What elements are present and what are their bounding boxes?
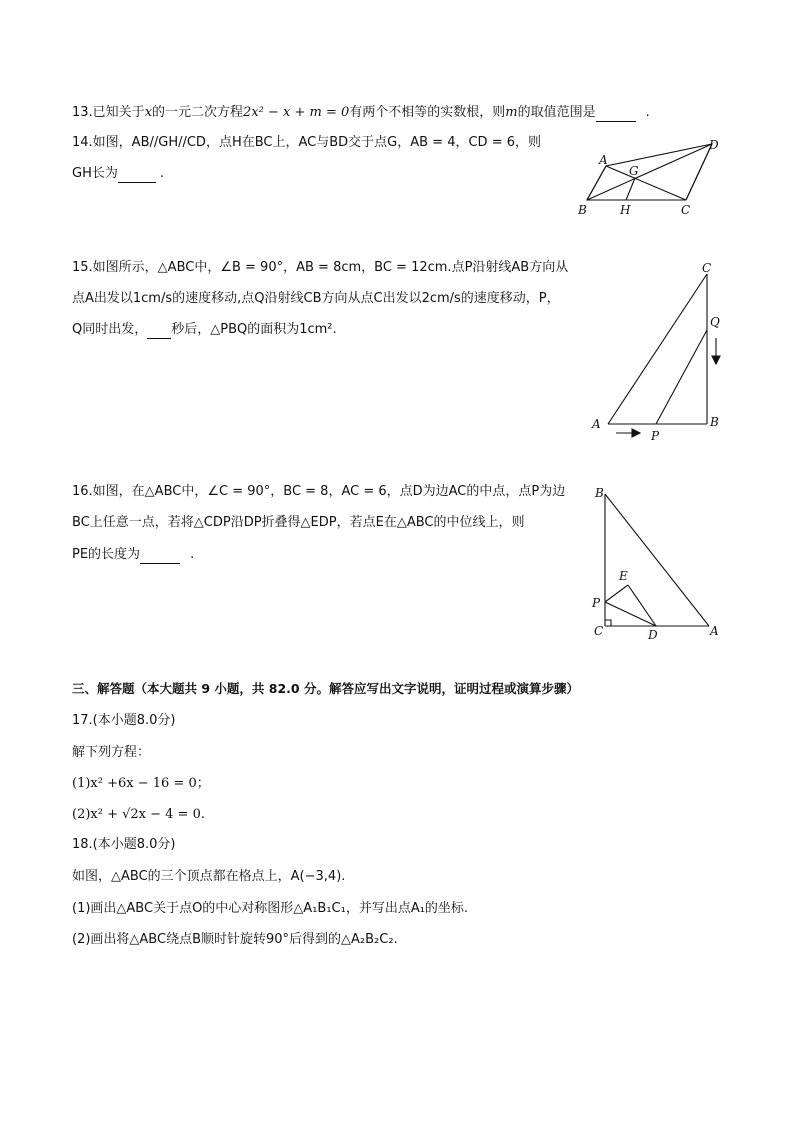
q14-line2 [72, 165, 164, 183]
q14-label-c: C [681, 203, 691, 217]
q15-label-c: C [702, 261, 712, 275]
q18-header: 18.(本小题8.0分) [72, 837, 176, 852]
q15-answer-blank[interactable] [147, 324, 171, 339]
q13-mid: 的一元二次方程 [152, 105, 244, 120]
q16-right-angle-mark [605, 620, 611, 626]
q13-var-x: x [144, 105, 153, 120]
q16-line-pe [605, 585, 628, 602]
q13-equation: 2x² − x + m = 0 [243, 105, 350, 120]
q16-figure [588, 483, 728, 643]
q15-label-q: Q [710, 315, 720, 329]
q13-text [72, 104, 650, 122]
q16-label-a: A [710, 624, 719, 638]
q13-var-m: m [505, 105, 518, 120]
q16-line-ab [605, 494, 709, 626]
q14-label-g: G [629, 164, 639, 178]
q17-part1: (1)x² +6x − 16 = 0； [72, 776, 210, 791]
q16-line3-end: . [190, 547, 195, 562]
q15-label-a: A [592, 417, 601, 431]
q13-mid2: 有两个不相等的实数根，则 [349, 105, 506, 120]
q14-line1: 14.如图，AB//GH//CD，点H在BC上，AC与BD交于点G，AB = 4，CD = 6，则 [72, 135, 541, 150]
q15-figure [586, 258, 736, 448]
q14-answer-blank[interactable] [118, 168, 156, 183]
q15-line1: 15.如图所示，△ABC中，∠B = 90°，AB = 8cm，BC = 12cm.点P沿射线AB方向从 [72, 260, 569, 275]
q16-line2: BC上任意一点，若将△CDP沿DP折叠得△EDP，若点E在△ABC的中位线上，则 [72, 515, 525, 530]
q14-line-ab [587, 166, 606, 200]
q15-line3 [72, 321, 337, 339]
q14-label-b: B [578, 203, 587, 217]
q18-part1: (1)画出△ABC关于点O的中心对称图形△A₁B₁C₁，并写出点A₁的坐标. [72, 901, 469, 916]
q15-arrow-right-head [632, 429, 640, 437]
q15-line3-suffix: 秒后，△PBQ的面积为1cm². [171, 322, 337, 337]
q16-label-c: C [594, 624, 604, 638]
q15-line-pq [656, 330, 707, 424]
q14-label-h: H [620, 203, 631, 217]
q15-label-b: B [710, 415, 719, 429]
q14-line2-prefix: GH长为 [72, 166, 118, 181]
q16-line1: 16.如图，在△ABC中，∠C = 90°，BC = 8，AC = 6，点D为边AC的中点，点P为边 [72, 484, 566, 499]
q14-figure [570, 134, 730, 224]
q16-label-b: B [595, 486, 604, 500]
q14-line-ac [606, 166, 686, 200]
q13-prefix: 13.已知关于 [72, 105, 145, 120]
q16-label-d: D [648, 628, 658, 642]
q18-intro: 如图，△ABC的三个顶点都在格点上，A(−3,4). [72, 869, 346, 884]
q16-line3 [72, 546, 194, 564]
q17-header: 17.(本小题8.0分) [72, 713, 176, 728]
q15-line-ac [608, 274, 707, 424]
q15-line3-prefix: Q同时出发， [72, 322, 148, 337]
q16-answer-blank[interactable] [140, 549, 180, 564]
q17-part2: (2)x² + √2x − 4 = 0. [72, 807, 205, 822]
q15-arrow-down-head [712, 356, 720, 364]
q15-line2: 点A出发以1cm/s的速度移动,点Q沿射线CB方向从点C出发以2cm/s的速度移动，P， [72, 291, 560, 306]
q13-end: . [645, 105, 650, 120]
q18-part2: (2)画出将△ABC绕点B顺时针旋转90°后得到的△A₂B₂C₂. [72, 932, 398, 947]
q15-label-p: P [651, 429, 660, 443]
q16-line3-prefix: PE的长度为 [72, 547, 141, 562]
section3-title: 三、解答题（本大题共 9 小题，共 82.0 分。解答应写出文字说明，证明过程或演算步骤） [72, 681, 579, 696]
q14-label-d: D [709, 138, 719, 152]
q14-label-a: A [599, 153, 608, 167]
q13-answer-blank[interactable] [596, 107, 636, 122]
q17-instruction: 解下列方程： [72, 745, 151, 760]
q14-line-cd [686, 144, 712, 200]
q16-label-e: E [619, 569, 628, 583]
q14-line-gh [626, 178, 635, 200]
q16-label-p: P [592, 596, 601, 610]
q13-suffix: 的取值范围是 [517, 105, 596, 120]
q14-line2-end: . [159, 166, 164, 181]
